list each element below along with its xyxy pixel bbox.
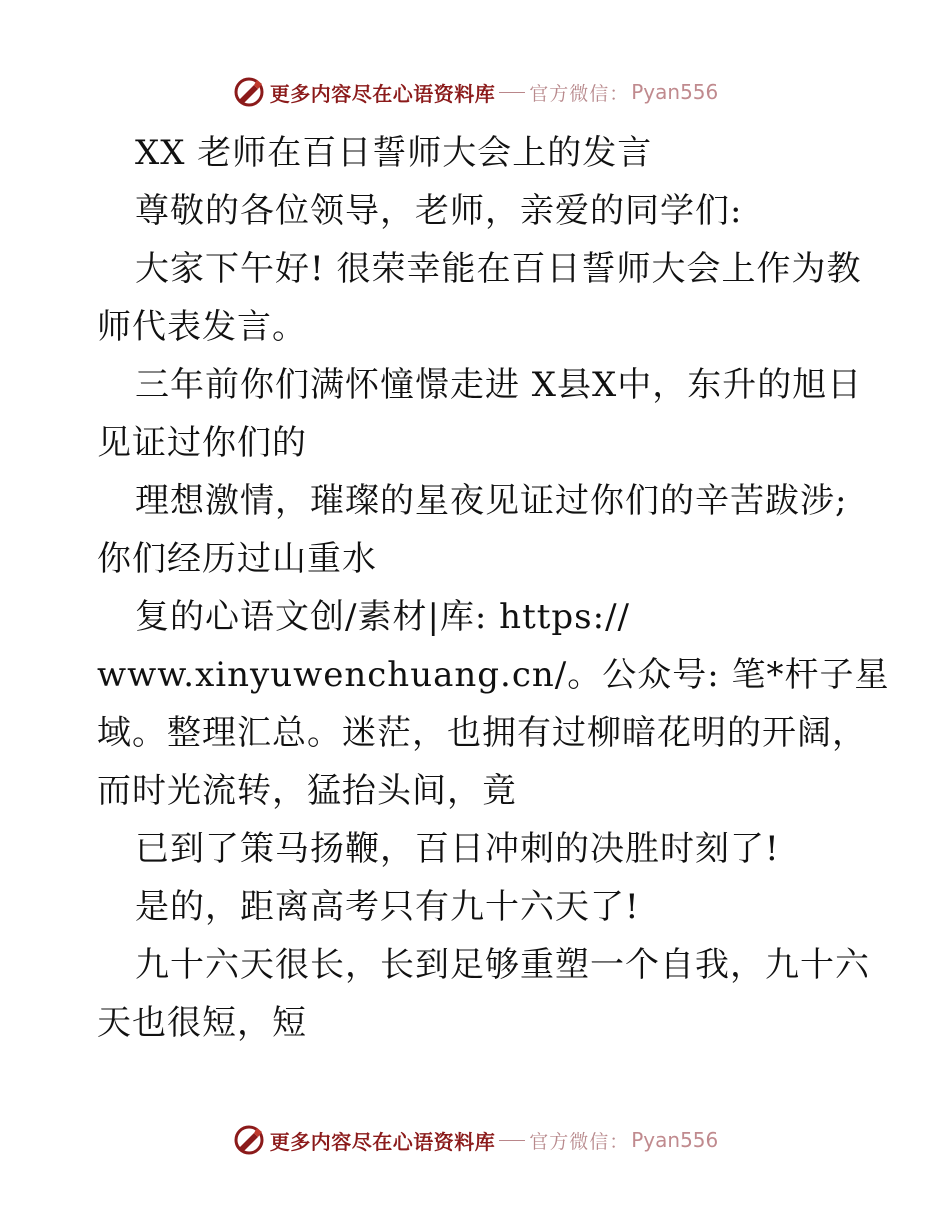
banner-divider <box>499 1140 525 1141</box>
pen-logo-icon <box>232 1123 266 1157</box>
paragraph-line: 天也很短，短 <box>97 1003 307 1043</box>
paragraph-line: 师代表发言。 <box>97 307 307 347</box>
banner-wechat-id: Pyan556 <box>631 1128 719 1152</box>
paragraph-line: 是的，距离高考只有九十六天了! <box>135 887 640 927</box>
paragraph-line: 大家下午好! 很荣幸能在百日誓师大会上作为教 <box>135 249 862 289</box>
paragraph-line: 你们经历过山重水 <box>97 539 377 579</box>
paragraph-line: 已到了策马扬鞭，百日冲刺的决胜时刻了! <box>135 829 780 869</box>
banner-text: 更多内容尽在心语资料库 <box>269 1129 496 1154</box>
paragraph-line: 复的心语文创/素材|库: https:// <box>135 597 630 637</box>
document-title: XX 老师在百日誓师大会上的发言 <box>135 133 653 173</box>
banner-wechat-label: 官方微信： <box>529 82 630 105</box>
pen-logo-icon <box>232 75 266 109</box>
footer-banner <box>0 1120 950 1160</box>
salutation-line: 尊敬的各位领导，老师，亲爱的同学们: <box>135 191 743 231</box>
banner-text: 更多内容尽在心语资料库 <box>269 81 496 106</box>
paragraph-line: 九十六天很长，长到足够重塑一个自我，九十六 <box>135 945 870 985</box>
banner-divider <box>499 92 525 93</box>
paragraph-line: 而时光流转，猛抬头间，竟 <box>97 771 517 811</box>
paragraph-line: www.xinyuwenchuang.cn/。公众号: 笔*杆子星 <box>97 655 890 695</box>
header-banner <box>0 72 950 112</box>
document-body <box>97 124 890 1052</box>
banner-wechat-id: Pyan556 <box>631 80 719 104</box>
paragraph-line: 见证过你们的 <box>97 423 307 463</box>
paragraph-line: 理想激情，璀璨的星夜见证过你们的辛苦跋涉; <box>135 481 848 521</box>
banner-wechat-label: 官方微信： <box>529 1130 630 1153</box>
paragraph-line: 三年前你们满怀憧憬走进 X县X中，东升的旭日 <box>135 365 863 405</box>
paragraph-line: 域。整理汇总。迷茫，也拥有过柳暗花明的开阔， <box>97 713 867 753</box>
